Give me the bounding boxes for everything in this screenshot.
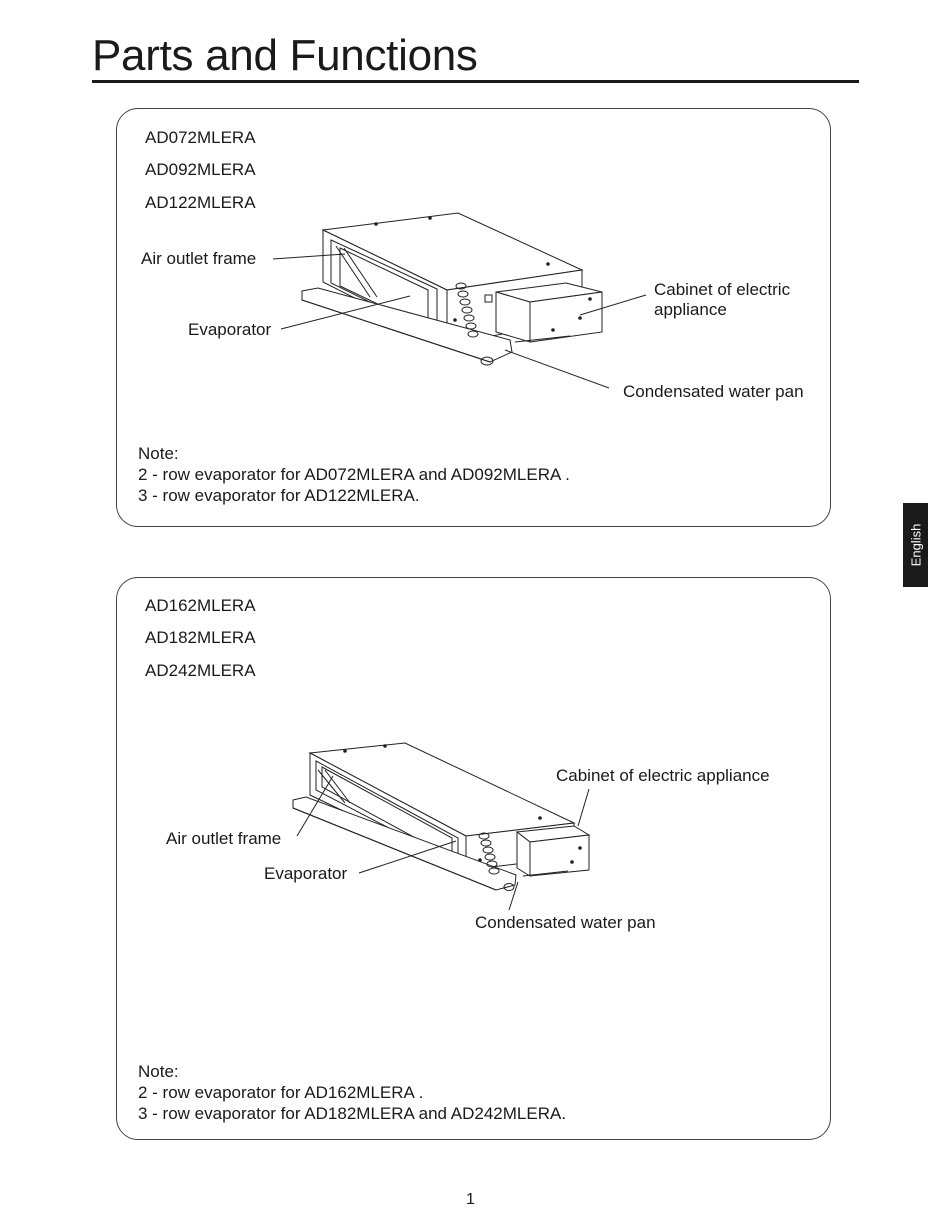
label-evaporator: Evaporator [188, 320, 272, 339]
model-name: AD182MLERA [145, 628, 256, 647]
page-title: Parts and Functions [92, 31, 478, 80]
label-evaporator: Evaporator [264, 864, 348, 883]
model-name: AD072MLERA [145, 128, 256, 147]
note-line: 3 - row evaporator for AD122MLERA. [138, 486, 420, 505]
note-line: 2 - row evaporator for AD072MLERA and AD092MLERA . [138, 465, 570, 484]
label-air-outlet-frame: Air outlet frame [166, 829, 282, 848]
note-heading: Note: [138, 444, 179, 463]
note-line: 2 - row evaporator for AD162MLERA . [138, 1083, 424, 1102]
label-cabinet-electric-appliance-cont: appliance [654, 300, 727, 319]
label-cabinet-electric-appliance: Cabinet of electric [654, 280, 791, 299]
label-air-outlet-frame: Air outlet frame [141, 249, 257, 268]
label-condensated-water-pan: Condensated water pan [475, 913, 656, 932]
language-tab-label: English [908, 523, 923, 567]
label-cabinet-electric-appliance: Cabinet of electric appliance [556, 766, 770, 785]
model-name: AD122MLERA [145, 193, 256, 212]
leader-line [578, 789, 589, 826]
language-tab [903, 503, 928, 587]
indoor-unit-drawing-large [293, 743, 589, 891]
model-name: AD092MLERA [145, 160, 256, 179]
leader-line [505, 350, 609, 388]
page-number: 1 [466, 1191, 475, 1208]
indoor-unit-drawing-small [302, 213, 602, 365]
note-heading: Note: [138, 1062, 179, 1081]
model-name: AD162MLERA [145, 596, 256, 615]
model-name: AD242MLERA [145, 661, 256, 680]
label-condensated-water-pan: Condensated water pan [623, 382, 804, 401]
note-line: 3 - row evaporator for AD182MLERA and AD242MLERA. [138, 1104, 567, 1123]
